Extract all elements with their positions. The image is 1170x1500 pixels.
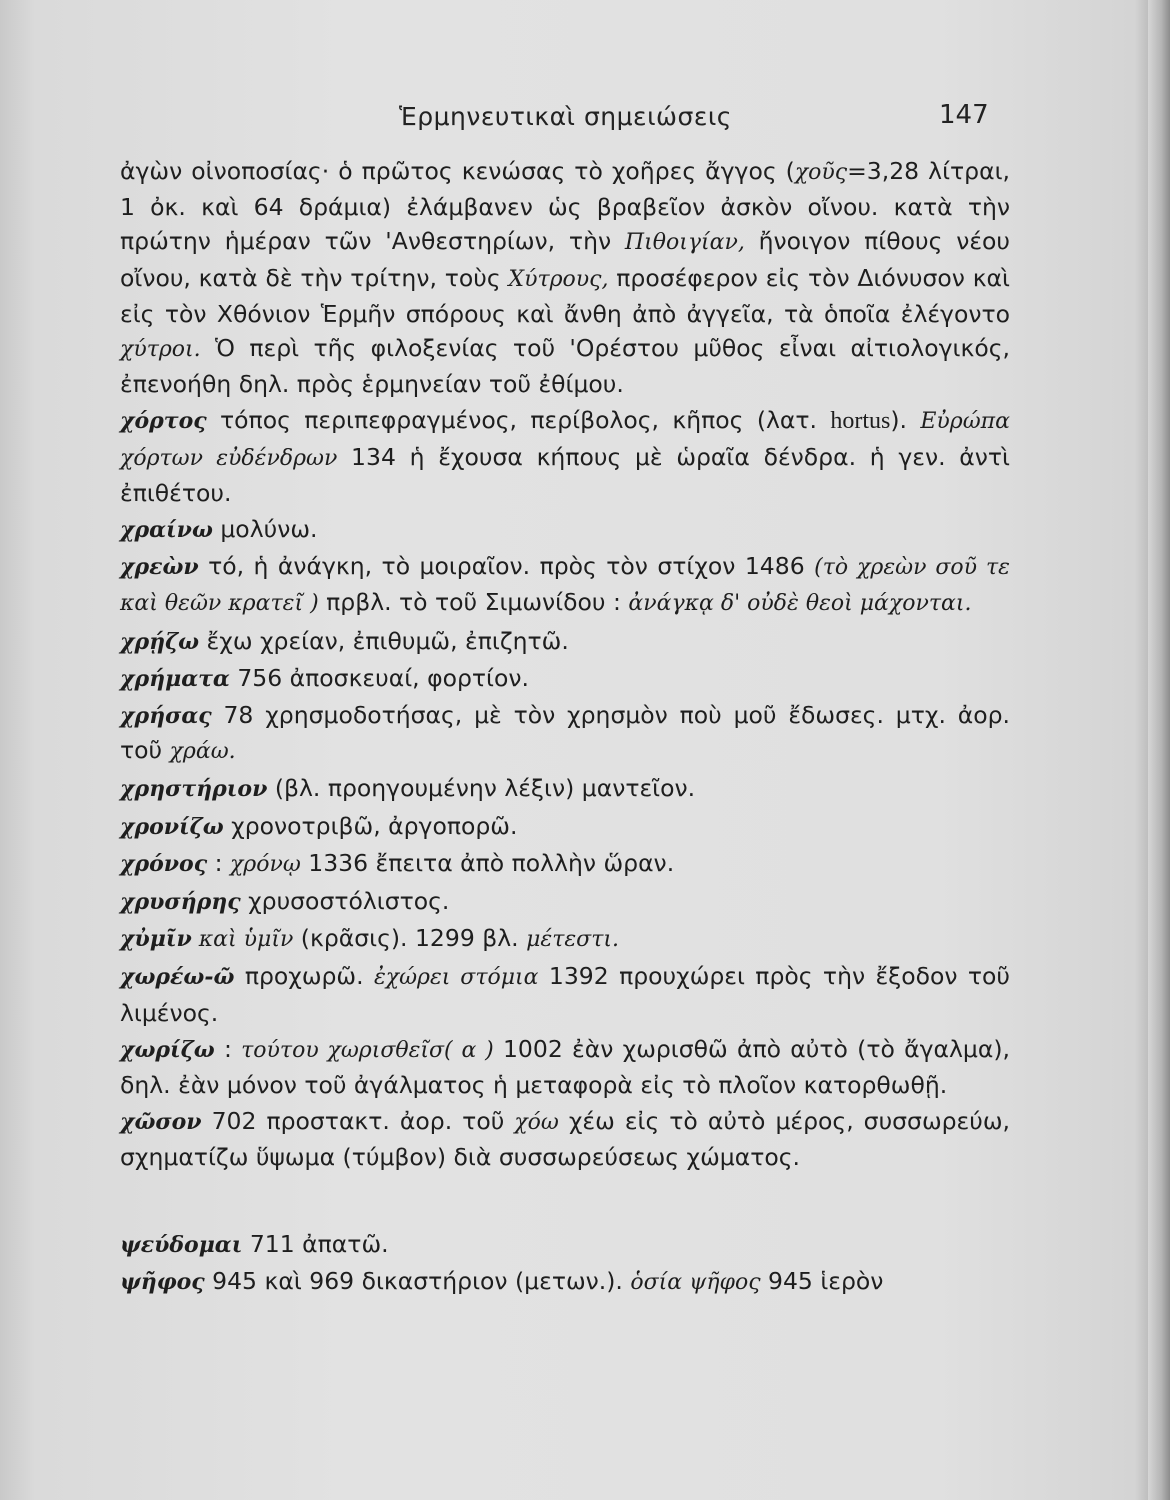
headword: χρήματα (120, 665, 230, 692)
entry-chortos (120, 403, 1010, 510)
entry-chronos (120, 846, 1010, 882)
definition-text: (βλ. προηγουμένην λέξιν) μαντεῖον. (267, 774, 696, 803)
italic-citation: χόω (514, 1110, 559, 1136)
definition-text: 756 ἀποσκευαί, φορτίον. (229, 663, 529, 692)
entry-chremata (120, 661, 1010, 696)
text-run: ἤνοιγον πίθους νέου οἴνου, κατὰ δὲ τὴν τρίτην, τοὺς (120, 227, 1010, 292)
running-title: Ἑρμηνευτικαὶ σημειώσεις (399, 102, 732, 131)
italic-citation: καὶ ὑμῖν (191, 927, 294, 953)
definition-text: ). (890, 406, 921, 435)
entry-chreon (120, 549, 1010, 621)
definition-text: 78 χρησμοδοτήσας, μὲ τὸν χρησμὸν ποὺ μοῦ ἔδωσες. μτχ. ἀορ. τοῦ (120, 701, 1010, 765)
entry-chresas (120, 698, 1010, 769)
headword: χρυσήρης (120, 889, 241, 916)
entry-chorizo (120, 1032, 1010, 1102)
entry-chosson (120, 1104, 1010, 1174)
entry-chresterion (120, 771, 1010, 806)
page-number: 147 (939, 100, 989, 130)
definition-text: 945 καὶ 969 δικαστήριον (μετων.). (204, 1266, 631, 1295)
text-run: προσέφερον εἰς τὸν Διόνυσον καὶ εἰς τὸν Χθόνιον Ἑρμῆν σπόρους καὶ ἄνθη ἀπὸ ἀγγεῖα, τὰ ὁποῖα ἐλέγοντο (120, 263, 1010, 328)
intro-paragraph (120, 154, 1010, 401)
headword: χόρτος (120, 408, 207, 435)
italic-term: Χύτρους, (508, 266, 609, 292)
italic-citation: ἐχώρει στόμια (373, 965, 539, 991)
italic-citation: ὁσία ψῆφος (630, 1269, 761, 1295)
italic-citation: τούτου χωρισθεῖσ( α ) (241, 1037, 494, 1063)
headword: χρόνος (120, 850, 208, 877)
page-header (0, 100, 1170, 140)
italic-citation: χρόνῳ (229, 851, 301, 877)
page-edge-shadow (1148, 0, 1170, 1500)
headword: χῶσον (120, 1109, 202, 1136)
definition-text: χρονοτριβῶ, ἀργοπορῶ. (223, 811, 518, 840)
definition-text: 702 προστακτ. ἀορ. τοῦ (201, 1107, 515, 1136)
entry-chronizo (120, 809, 1010, 844)
definition-text: 711 ἀπατῶ. (242, 1229, 389, 1258)
headword: χραίνω (120, 517, 213, 544)
definition-text: : (214, 1034, 242, 1063)
entry-psephos (120, 1264, 1010, 1300)
glossary-text (120, 154, 1010, 1302)
italic-citation: χράω. (169, 739, 236, 765)
definition-text: τό, ἡ ἀνάγκη, τὸ μοιραῖον. πρὸς τὸν στίχον 1486 (198, 552, 815, 581)
italic-term: χοῦς (794, 160, 848, 185)
italic-citation: Εὐρώπα χόρτων εὐδένδρων (120, 409, 1010, 471)
headword: χρῄζω (120, 628, 200, 655)
headword: χρήσας (120, 703, 212, 730)
headword: χρηστήριον (120, 776, 268, 803)
entry-pseudomai (120, 1227, 1010, 1262)
entry-choreo (120, 959, 1010, 1029)
headword: χὐμῖν (120, 926, 192, 953)
definition-text: χρυσοστόλιστος. (240, 887, 450, 916)
italic-citation: μέτεστι. (526, 927, 619, 953)
definition-text: μολύνω. (212, 515, 318, 544)
headword: χωρέω-ῶ (120, 964, 235, 991)
definition-text: (κρᾶσις). 1299 βλ. (293, 924, 527, 953)
text-run: Ὁ περὶ τῆς φιλοξενίας τοῦ 'Ορέστου μῦθος εἶναι αἰτιολογικός, ἐπενοήθη δηλ. πρὸς ἑρμηνείαν τοῦ ἐθίμου. (120, 334, 1010, 399)
headword: ψεύδομαι (120, 1231, 243, 1258)
definition-text: τόπος περιπεφραγμένος, περίβολος, κῆπος (λατ. (206, 406, 831, 435)
text-run: =3,28 λίτραι, 1 ὀκ. καὶ 64 δράμια) ἐλάμβανεν ὡς βραβεῖον ἀσκὸν οἴνου. κατὰ τὴν πρώτην ἡμέραν τῶν 'Ανθεστηρίων, τὴν (120, 157, 1010, 256)
definition-text: ἔχω χρείαν, ἐπιθυμῶ, ἐπιζητῶ. (199, 626, 569, 655)
italic-term: χύτροι. (120, 337, 201, 363)
entry-chraino (120, 512, 1010, 547)
definition-text: : (207, 848, 230, 877)
definition-text: 1002 ἐὰν χωρισθῶ ἀπὸ αὐτὸ (τὸ ἄγαλμα), δηλ. ἐὰν μόνον τοῦ ἀγάλματος ἡ μεταφορὰ εἰς τὸ πλοῖον κατορθωθῇ. (120, 1034, 1011, 1100)
text-run: ἀγὼν οἰνοποσίας· ὁ πρῶτος κενώσας τὸ χοῆρες ἄγγος ( (120, 157, 795, 185)
definition-text: 945 ἱερὸν (760, 1266, 884, 1295)
entry-chrysers (120, 884, 1010, 919)
italic-term: Πιθοιγίαν, (624, 230, 745, 256)
entry-chrezo (120, 624, 1010, 659)
definition-text: χέω εἰς τὸ αὐτὸ μέρος, συσσωρεύω, σχηματίζω ὕψωμα (τύμβον) διὰ συσσωρεύσεως χώματος. (120, 1107, 1010, 1172)
italic-citation: ἀνάγκᾳ δ' οὐδὲ θεοὶ μάχονται. (628, 591, 972, 617)
definition-text: προχωρῶ. (234, 962, 374, 991)
headword: χωρίζω (120, 1036, 215, 1063)
definition-text: 1392 προυχώρει πρὸς τὴν ἔξοδον τοῦ λιμένος. (120, 962, 1011, 1027)
definition-text: 1336 ἔπειτα ἀπὸ πολλὴν ὥραν. (300, 848, 675, 877)
headword: ψῆφος (120, 1268, 205, 1295)
latin-term: hortus (830, 408, 891, 435)
headword: χρονίζω (120, 813, 224, 840)
definition-text: 134 ἡ ἔχουσα κήπους μὲ ὡραῖα δένδρα. ἡ γεν. ἀντὶ ἐπιθέτου. (120, 442, 1010, 507)
section-gap (120, 1177, 1010, 1227)
italic-citation: (τὸ χρεὼν σοῦ τε καὶ θεῶν κρατεῖ ) (120, 555, 1010, 617)
definition-text: πρβλ. τὸ τοῦ Σιμωνίδου : (318, 588, 629, 617)
entry-chymin (120, 921, 1010, 957)
headword: χρεὼν (120, 554, 199, 581)
